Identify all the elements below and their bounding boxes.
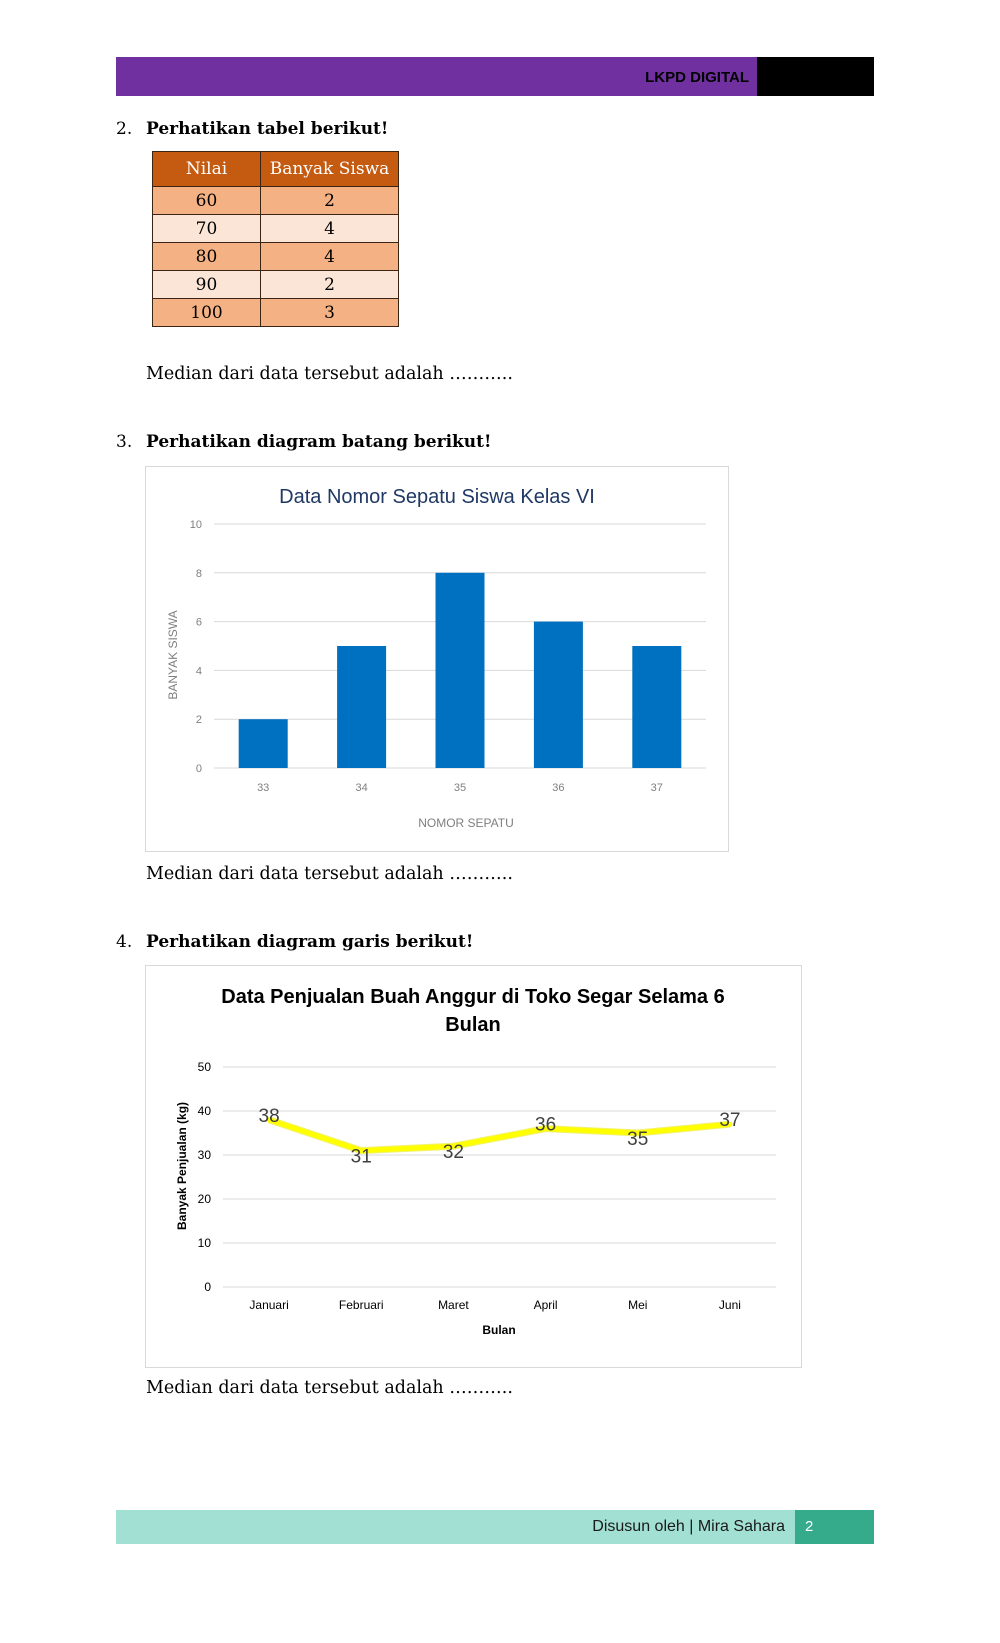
line-chart-data-label: 35: [627, 1129, 649, 1150]
bar-chart-ytick-label: 6: [195, 616, 202, 629]
table-row: [153, 187, 399, 215]
table-cell-nilai: 60: [153, 187, 261, 215]
table-cell-banyak: 2: [261, 187, 399, 215]
bar-chart-ylabel: BANYAK SISWA: [166, 610, 180, 700]
table-cell-nilai: 90: [153, 271, 261, 299]
bar-chart-xtick-label: 33: [257, 782, 270, 794]
q3-title: Perhatikan diagram batang berikut!: [146, 432, 492, 452]
table-row: [153, 215, 399, 243]
bar-chart-xtick-label: 36: [552, 782, 565, 794]
line-chart-xtick-label: Februari: [338, 1298, 384, 1312]
q4-number: 4.: [116, 932, 133, 952]
table-header-nilai: Nilai: [153, 152, 261, 187]
line-chart: [146, 966, 801, 1367]
q4-title: Perhatikan diagram garis berikut!: [146, 932, 474, 952]
line-chart-xtick-label: Juni: [718, 1298, 741, 1312]
bar-chart-ytick-label: 4: [195, 665, 202, 678]
q2-number: 2.: [116, 119, 133, 139]
bar-chart-title: Data Nomor Sepatu Siswa Kelas VI: [279, 486, 595, 508]
line-chart-xlabel: Bulan: [482, 1323, 516, 1337]
header-label: LKPD DIGITAL: [645, 69, 749, 86]
bar-chart-bar-37: [632, 646, 681, 768]
table-cell-nilai: 70: [153, 215, 261, 243]
table-row: [153, 299, 399, 327]
bar-chart-ytick-label: 0: [195, 763, 202, 775]
line-chart-ylabel: Banyak Penjualan (kg): [175, 1101, 189, 1231]
line-chart-xtick-label: April: [533, 1298, 558, 1312]
q2-title: Perhatikan tabel berikut!: [146, 119, 389, 139]
footer-author: Disusun oleh | Mira Sahara: [592, 1518, 785, 1535]
line-chart-xtick-label: Mei: [628, 1298, 648, 1312]
table-cell-banyak: 4: [261, 243, 399, 271]
line-chart-container: [145, 965, 802, 1368]
q3-number: 3.: [116, 432, 133, 452]
bar-chart-bar-34: [337, 646, 386, 768]
footer-page-number: 2: [805, 1518, 814, 1535]
q2-answer-line: Median dari data tersebut adalah ………..: [146, 364, 513, 384]
line-chart-ytick-label: 10: [197, 1236, 211, 1250]
table-header-banyak-siswa: Banyak Siswa: [261, 152, 399, 187]
bar-chart-xtick-label: 35: [453, 782, 467, 794]
q4-answer-line: Median dari data tersebut adalah ………..: [146, 1378, 513, 1398]
frequency-table: [152, 151, 399, 327]
bar-chart: [146, 467, 728, 851]
line-chart-ytick-label: 20: [197, 1192, 211, 1206]
table-cell-banyak: 2: [261, 271, 399, 299]
line-chart-data-label: 37: [719, 1110, 741, 1132]
bar-chart-bar-33: [239, 719, 288, 768]
table-cell-nilai: 80: [153, 243, 261, 271]
bar-chart-xlabel: NOMOR SEPATU: [418, 816, 514, 830]
table-cell-banyak: 4: [261, 215, 399, 243]
bar-chart-xtick-label: 34: [355, 782, 368, 794]
line-chart-title-line2: Bulan: [445, 1014, 501, 1036]
table-row: [153, 243, 399, 271]
bar-chart-container: [145, 466, 729, 852]
line-chart-xtick-label: Januari: [249, 1298, 289, 1312]
bar-chart-ytick-label: 8: [195, 567, 202, 580]
line-chart-ytick-label: 30: [197, 1148, 211, 1162]
line-chart-xtick-label: Maret: [438, 1298, 469, 1312]
line-chart-ytick-label: 0: [204, 1280, 211, 1294]
bar-chart-bar-35: [436, 573, 485, 768]
line-chart-data-label: 31: [350, 1146, 372, 1168]
q3-answer-line: Median dari data tersebut adalah ………..: [146, 864, 513, 884]
line-chart-data-label: 32: [442, 1142, 464, 1164]
table-header-row: [153, 152, 399, 187]
line-chart-ytick-label: 40: [197, 1104, 211, 1118]
line-chart-ytick-label: 50: [197, 1060, 211, 1074]
line-chart-data-label: 36: [535, 1114, 557, 1136]
bar-chart-ytick-label: 10: [189, 519, 202, 531]
bar-chart-ytick-label: 2: [195, 714, 202, 727]
header-black-block: [757, 57, 874, 96]
table-cell-banyak: 3: [261, 299, 399, 327]
table-cell-nilai: 100: [153, 299, 261, 327]
line-chart-title-line1: Data Penjualan Buah Anggur di Toko Segar Selama 6: [221, 986, 725, 1008]
bar-chart-bar-36: [534, 622, 583, 768]
line-chart-data-label: 38: [258, 1105, 280, 1127]
table-row: [153, 271, 399, 299]
bar-chart-xtick-label: 37: [650, 782, 663, 794]
